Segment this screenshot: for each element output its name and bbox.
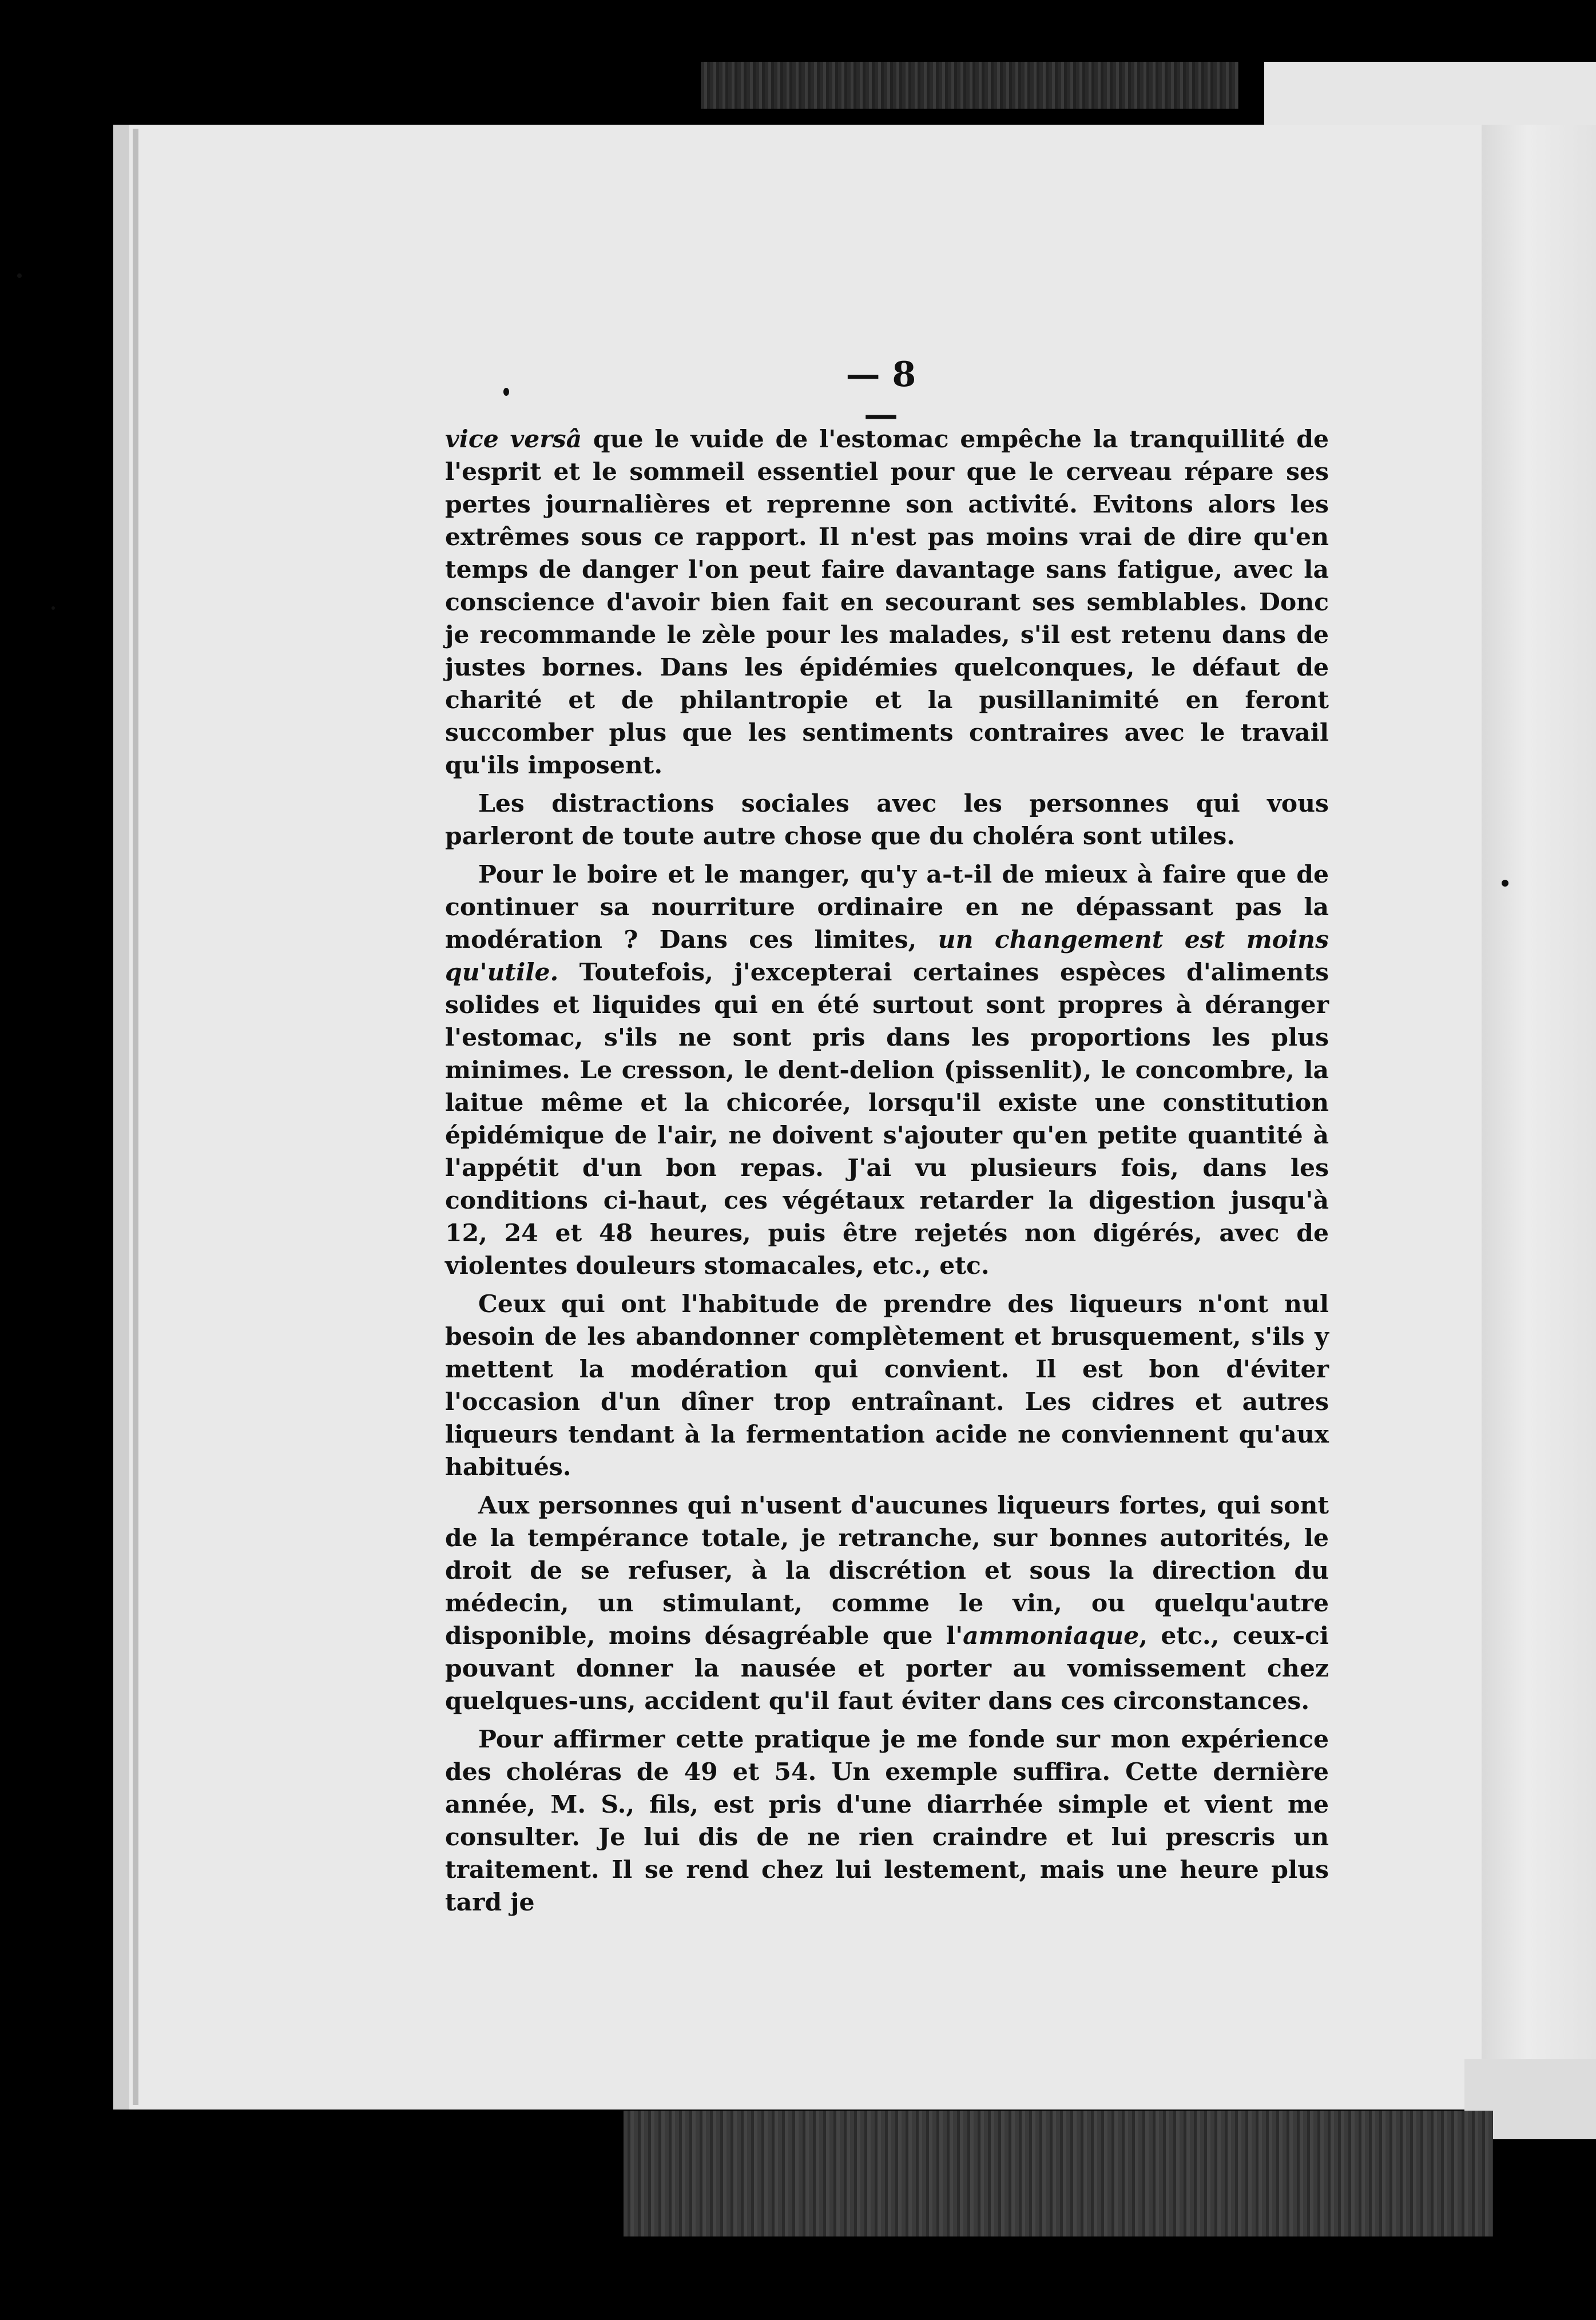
text-span: Aux personnes qui n'usent d'aucunes liqueurs fortes, qui sont de la tempérance totale, je retranche, sur bonnes autorités, le droit de se refuser, à la discrétion et sous la direction du médecin, un stimulant, comme le vin, ou quelqu'autre disponible, moins désagréable que l' [445, 1491, 1329, 1650]
text-span: Ceux qui ont l'habitude de prendre des liqueurs n'ont nul besoin de les abandonner complètement et brusquement, s'ils y mettent la modération qui convient. Il est bon d'éviter l'occasion d'un dîner trop entraînant. Les cidres et autres liqueurs tendant à la fermentation acide ne conviennent qu'aux habitués. [445, 1290, 1329, 1481]
paragraph [445, 859, 1329, 1282]
scan-top-paper-edge [1264, 62, 1596, 133]
text-span: Les distractions sociales avec les personnes qui vous parleront de toute autre chose que du choléra sont utiles. [445, 789, 1329, 851]
scan-speck [1502, 880, 1508, 887]
paragraph [445, 1723, 1329, 1919]
scan-speck [17, 273, 22, 278]
paragraph [445, 1288, 1329, 1484]
scan-speck [51, 606, 55, 610]
scan-speck [503, 388, 509, 396]
text-span: Pour affirmer cette pratique je me fonde sur mon expérience des choléras de 49 et 54. Un exemple suffira. Cette dernière année, M. S., fils, est pris d'une diarrhée simple et vient me consulter. Je lui dis de ne rien craindre et lui prescris un traitement. Il se rend chez lui lestement, mais une heure plus tard je [445, 1725, 1329, 1917]
body-text [445, 423, 1329, 1925]
page-number: — 8 — [845, 355, 916, 435]
text-span-italic: vice versâ [445, 425, 582, 454]
scan-bottom-binding-strip [624, 2111, 1493, 2236]
page-left-edge [133, 129, 138, 2105]
page-right-fold [1482, 125, 1596, 2110]
scan-top-binding-strip [701, 62, 1238, 109]
text-span: Pour le boire et le manger, qu'y a-t-il de mieux à faire que de continuer sa nourriture ordinaire en ne dépassant pas la modération ? Dans ces limites, [445, 860, 1329, 954]
paragraph [445, 788, 1329, 853]
text-span: , etc., ceux-ci pouvant donner la nausée et porter au vomissement chez quelques-uns, accident qu'il faut éviter dans ces circonstances. [445, 1622, 1329, 1715]
text-span: Toutefois, j'excepterai certaines espèces d'aliments solides et liquides qui en été surtout sont propres à déranger l'estomac, s'ils ne sont pris dans les proportions les plus minimes. Le cresson, le dent-delion (pissenlit), le concombre, la laitue même et la chicorée, lorsqu'il existe une constitution épidémique de l'air, ne doivent s'ajouter qu'en petite quantité à l'appétit d'un bon repas. J'ai vu plusieurs fois, dans les conditions ci-haut, ces végétaux retarder la digestion jusqu'à 12, 24 et 48 heures, puis être rejetés non digérés, avec de violentes douleurs stomacales, etc., etc. [445, 958, 1329, 1280]
text-span-italic: un changement est moins qu'utile. [445, 925, 1329, 987]
paragraph [445, 423, 1329, 782]
text-span: que le vuide de l'estomac empêche la tranquillité de l'esprit et le sommeil essentiel pour que le cerveau répare ses pertes journalières et reprenne son activité. Evitons alors les extrêmes sous ce rapport. Il n'est pas moins vrai de dire qu'en temps de danger l'on peut faire davantage sans fatigue, avec la conscience d'avoir bien fait en secourant ses semblables. Donc je recommande le zèle pour les malades, s'il est retenu dans de justes bornes. Dans les épidémies quelconques, le défaut de charité et de philantropie et la pusillanimité en feront succomber plus que les sentiments contraires avec le travail qu'ils imposent. [445, 425, 1329, 780]
text-span-italic: ammoniaque [963, 1622, 1140, 1650]
paragraph [445, 1489, 1329, 1718]
